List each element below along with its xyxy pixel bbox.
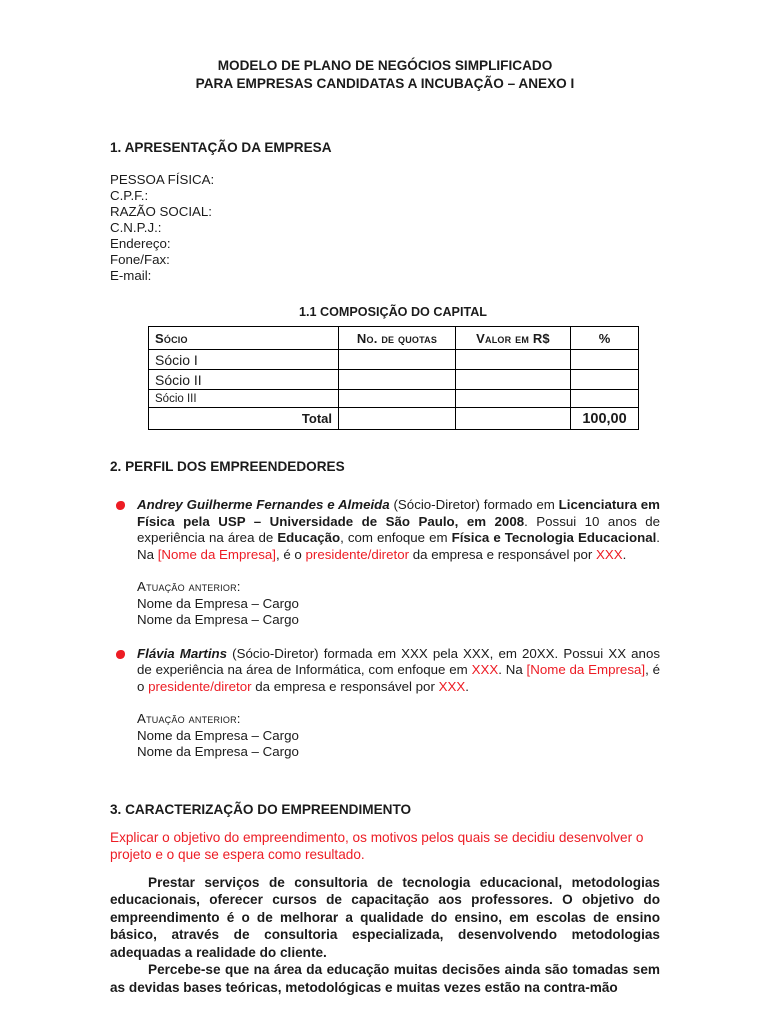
cell-total-quotas <box>339 408 456 430</box>
text-segment: Flávia Martins <box>137 645 228 661</box>
capital-table <box>148 326 639 430</box>
text-segment: . <box>465 678 469 694</box>
cell-valor-3 <box>456 390 571 408</box>
header-socio: Sócio <box>149 327 339 350</box>
text-segment: presidente/diretor <box>305 546 410 562</box>
section-2-heading: 2. PERFIL DOS EMPREENDEDORES <box>110 459 345 474</box>
bullet-icon <box>116 650 125 659</box>
text-segment: Física e Tecnologia Educacional <box>451 530 657 545</box>
text-segment: (Sócio-Diretor) formado em <box>389 497 559 512</box>
cell-total-pct: 100,00 <box>571 408 639 430</box>
cell-total-label: Total <box>149 408 339 430</box>
history-line: Nome da Empresa – Cargo <box>137 595 299 611</box>
text-segment: . <box>622 546 627 562</box>
bullet-icon <box>116 501 125 510</box>
table-row-total <box>149 408 639 430</box>
cell-socio-1: Sócio I <box>149 350 339 370</box>
text-segment: Andrey Guilherme Fernandes e Almeida <box>137 497 390 512</box>
text-segment: da empresa e responsável por <box>409 546 597 562</box>
entrepreneur-item-2 <box>110 646 660 696</box>
text-segment: [Nome da Empresa] <box>526 662 646 677</box>
text-segment: . Possui 10 anos de experiência na área de <box>137 513 661 545</box>
text-segment: XXX <box>596 546 623 562</box>
text-segment: , é o <box>137 662 660 694</box>
field-fone-fax: Fone/Fax: <box>110 252 170 267</box>
text-segment: Educação <box>277 530 341 545</box>
field-cpf: C.P.F.: <box>110 188 149 203</box>
entrepreneur-1-bio <box>137 497 660 562</box>
header-quotas: No. de quotas <box>339 327 456 350</box>
cell-total-valor <box>456 408 571 430</box>
capital-table-caption: 1.1 COMPOSIÇÃO DO CAPITAL <box>299 305 487 319</box>
text-segment: , com enfoque em <box>340 530 452 545</box>
history-label: Atuação anterior: <box>137 711 241 726</box>
section-1-heading: 1. APRESENTAÇÃO DA EMPRESA <box>110 140 332 155</box>
cell-socio-2: Sócio II <box>149 370 339 390</box>
history-label: Atuação anterior: <box>137 579 241 594</box>
text-segment: da empresa e responsável por <box>251 678 439 694</box>
text-segment: (Sócio-Diretor) formada em XXX pela XXX, em 20XX. Possui XX anos de experiência na área de Informática, com enfoque em <box>137 645 660 677</box>
capital-table-header-row <box>149 327 639 350</box>
history-line: Nome da Empresa – Cargo <box>137 612 299 627</box>
document-title-line-1: MODELO DE PLANO DE NEGÓCIOS SIMPLIFICADO <box>217 58 553 73</box>
text-segment: XXX <box>438 678 466 694</box>
cell-quotas-2 <box>339 370 456 390</box>
text-segment: presidente/diretor <box>148 678 252 694</box>
company-identification-fields <box>110 172 660 284</box>
text-segment: XXX <box>471 662 499 677</box>
document-title <box>110 57 660 93</box>
history-line: Nome da Empresa – Cargo <box>137 744 299 759</box>
cell-valor-2 <box>456 370 571 390</box>
section-3-paragraph-1: Prestar serviços de consultoria de tecnologia educacional, metodologias educacionais, oferecer cursos de capacitação aos professores. O objetivo do empreendimento é o de melhorar a qualidade do ensino, em escolas de ensino básico, através de consultoria especializada, desenvolvendo metodologias adequadas a realidade do cliente. <box>110 874 660 960</box>
history-line: Nome da Empresa – Cargo <box>137 727 299 743</box>
text-segment: Licenciatura em Física pela USP – Universidade de São Paulo, em 2008 <box>137 497 660 529</box>
entrepreneur-item-1 <box>110 497 660 563</box>
field-cnpj: C.N.P.J.: <box>110 220 162 235</box>
table-row-socio-3 <box>149 390 639 408</box>
text-segment: [Nome da Empresa] <box>157 546 276 562</box>
cell-quotas-1 <box>339 350 456 370</box>
header-valor: Valor em R$ <box>456 327 571 350</box>
table-row-socio-1 <box>149 350 639 370</box>
entrepreneur-2-bio <box>137 646 660 694</box>
text-segment: , é o <box>275 546 306 562</box>
header-percent: % <box>571 327 639 350</box>
cell-valor-1 <box>456 350 571 370</box>
section-3-heading: 3. CARACTERIZAÇÃO DO EMPREENDIMENTO <box>110 801 412 817</box>
cell-pct-3 <box>571 390 639 408</box>
cell-pct-2 <box>571 370 639 390</box>
field-pessoa-fisica: PESSOA FÍSICA: <box>110 172 215 187</box>
table-row-socio-2 <box>149 370 639 390</box>
cell-pct-1 <box>571 350 639 370</box>
field-email: E-mail: <box>110 268 152 283</box>
text-segment: . Na <box>498 662 527 677</box>
field-endereco: Endereço: <box>110 236 171 251</box>
document-title-line-2: PARA EMPRESAS CANDIDATAS A INCUBAÇÃO – ANEXO I <box>195 76 575 91</box>
section-3-instruction: Explicar o objetivo do empreendimento, os motivos pelos quais se decidiu desenvolver o projeto e o que se espera como resultado. <box>110 829 644 862</box>
entrepreneur-2-history <box>110 711 660 761</box>
section-3-paragraph-2: Percebe-se que na área da educação muitas decisões ainda são tomadas sem as devidas bases teóricas, metodológicas e muitas vezes estão na contra-mão <box>110 962 660 995</box>
entrepreneur-1-history <box>110 579 660 629</box>
cell-socio-3: Sócio III <box>149 390 339 408</box>
cell-quotas-3 <box>339 390 456 408</box>
field-razao-social: RAZÃO SOCIAL: <box>110 204 212 219</box>
text-segment: . Na <box>137 530 660 562</box>
